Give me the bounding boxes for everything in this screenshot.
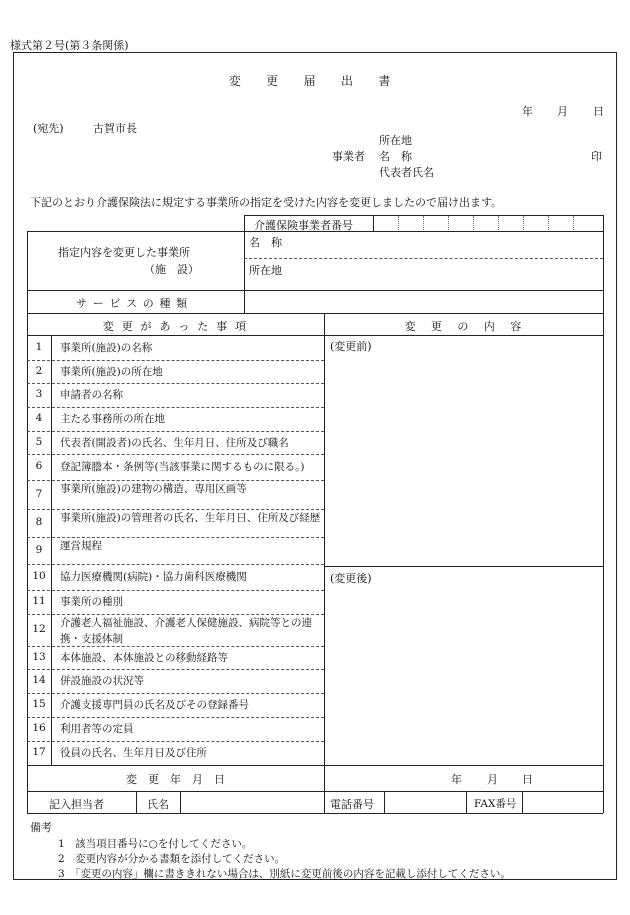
item-number[interactable]: 7 <box>35 487 43 500</box>
item-number[interactable]: 8 <box>35 516 43 528</box>
seal-label: 印 <box>591 150 602 163</box>
table-line <box>603 290 604 813</box>
service-type-field[interactable] <box>248 292 600 311</box>
table-line <box>27 765 603 766</box>
item-text: 介護支援専門員の氏名及びその登録番号 <box>60 699 249 711</box>
addressee-prefix: (宛先) <box>33 122 64 135</box>
item-separator <box>27 693 324 694</box>
item-number[interactable]: 13 <box>32 650 46 663</box>
table-line <box>522 791 523 813</box>
table-line <box>603 215 604 290</box>
item-number[interactable]: 14 <box>32 674 46 686</box>
form-label: 様式第２号(第３条関係) <box>10 39 129 52</box>
item-number[interactable]: 17 <box>32 746 46 758</box>
item-number[interactable]: 3 <box>35 388 43 400</box>
facility-address-label: 所在地 <box>249 264 282 277</box>
table-line <box>384 791 385 813</box>
item-separator <box>27 717 324 718</box>
date-month-label: 月 <box>557 105 568 118</box>
table-line <box>324 313 325 791</box>
note-item: 1 該当項目番号に○を付してください。 <box>58 838 253 850</box>
contact-name-field[interactable] <box>183 793 321 811</box>
item-text: 代表者(開設者)の氏名、生年月日、住所及び職名 <box>60 436 289 449</box>
item-text: 事業所(施設)の管理者の氏名、生年月日、住所及び経歴 <box>60 512 321 524</box>
item-separator <box>27 360 324 361</box>
item-separator <box>27 669 324 670</box>
item-separator <box>27 564 324 565</box>
item-text: 事業所(施設)の所在地 <box>60 365 163 378</box>
item-text: 運営規程 <box>60 540 102 552</box>
applicant-address-label: 所在地 <box>379 134 412 147</box>
item-number[interactable]: 1 <box>35 340 43 353</box>
item-number[interactable]: 15 <box>32 698 46 710</box>
table-line <box>27 791 603 792</box>
table-line <box>324 791 325 813</box>
item-text: 介護老人福祉施設、介護老人保健施設、病院等との連携・支援体制 <box>60 617 312 645</box>
item-separator <box>27 383 324 384</box>
table-line <box>27 813 603 814</box>
item-number[interactable]: 4 <box>35 412 43 424</box>
facility-address-field[interactable] <box>300 260 600 288</box>
change-date-label: 変 更 年 月 日 <box>126 773 225 786</box>
contact-fax-label: FAX番号 <box>474 798 517 810</box>
item-text: 事業所の種別 <box>60 596 123 608</box>
after-label: (変更後) <box>330 572 372 585</box>
changed-items-header: 変 更 が あ っ た 事 項 <box>102 320 249 333</box>
provider-number-label: 介護保険事業者番号 <box>254 219 353 232</box>
table-line <box>373 215 374 231</box>
note-item: 3 「変更の内容」欄に書ききれない場合は、別紙に変更前後の内容を記載し添付してください。 <box>58 868 511 880</box>
item-number[interactable]: 6 <box>35 460 43 472</box>
item-separator <box>27 407 324 408</box>
change-date-field[interactable] <box>328 767 446 789</box>
table-line <box>324 566 603 567</box>
item-text: 利用者等の定員 <box>60 723 134 735</box>
after-content-field[interactable] <box>328 586 600 762</box>
facility-label: 指定内容を変更した事業所 <box>58 246 190 259</box>
table-line <box>466 791 467 813</box>
item-text: 併設施設の状況等 <box>60 675 144 687</box>
addressee-name: 古賀市長 <box>93 122 137 135</box>
table-line <box>27 290 603 291</box>
page-title: 変 更 届 出 書 <box>228 74 402 88</box>
service-type-label: サ ー ビ ス の 種 類 <box>76 297 189 310</box>
item-text: 本体施設、本体施設との移動経路等 <box>60 651 228 664</box>
contact-name-label: 氏名 <box>147 798 169 811</box>
change-content-header: 変 更 の 内 容 <box>404 320 524 333</box>
facility-name-label: 名 称 <box>249 236 282 249</box>
item-text: 登記簿謄本・条例等(当該事業に関するものに限る。) <box>60 461 305 473</box>
item-separator <box>27 431 324 432</box>
contact-phone-label: 電話番号 <box>330 798 374 811</box>
table-line <box>136 791 137 813</box>
table-line <box>51 335 52 765</box>
item-text: 事業所(施設)の建物の構造、専用区画等 <box>60 483 247 495</box>
table-line <box>180 791 181 813</box>
contact-person-label: 記入担当者 <box>49 798 104 811</box>
contact-phone-field[interactable] <box>387 793 463 811</box>
contact-fax-field[interactable] <box>525 793 601 811</box>
date-year-label: 年 <box>522 105 533 118</box>
item-separator <box>27 590 324 591</box>
item-number[interactable]: 10 <box>32 570 46 582</box>
item-text: 役員の氏名、生年月日及び住所 <box>60 747 207 759</box>
item-number[interactable]: 11 <box>32 595 46 607</box>
applicant-group-label: 事業者 <box>332 150 365 163</box>
change-date-year: 年 <box>451 773 462 786</box>
applicant-rep-label: 代表者氏名 <box>379 166 434 179</box>
date-day-label: 日 <box>593 105 604 118</box>
table-line <box>244 290 245 313</box>
table-line <box>244 258 603 259</box>
change-date-day: 日 <box>522 773 533 786</box>
applicant-name-label: 名 称 <box>379 150 412 163</box>
notes-heading: 備考 <box>30 821 52 834</box>
before-content-field[interactable] <box>328 354 600 562</box>
item-number[interactable]: 9 <box>35 543 43 556</box>
table-line <box>27 335 603 336</box>
item-number[interactable]: 5 <box>35 435 43 448</box>
facility-name-field[interactable] <box>300 233 600 257</box>
note-item: 2 変更内容が分かる書類を添付してください。 <box>58 853 286 865</box>
table-line <box>27 313 603 314</box>
item-separator <box>27 454 324 455</box>
item-text: 申請者の名称 <box>60 389 123 401</box>
facility-sub-label: （施 設） <box>144 263 199 276</box>
item-separator <box>27 646 324 647</box>
item-text: 事業所(施設)の名称 <box>60 341 153 354</box>
item-number[interactable]: 12 <box>32 623 46 635</box>
item-text: 主たる事務所の所在地 <box>60 413 165 425</box>
table-line <box>27 231 603 232</box>
item-number[interactable]: 2 <box>35 364 43 377</box>
table-line <box>244 215 245 290</box>
intro-text: 下記のとおり介護保険法に規定する事業所の指定を受けた内容を変更しましたので届け出ます。 <box>30 196 503 209</box>
item-number[interactable]: 16 <box>32 722 46 734</box>
before-label: (変更前) <box>330 340 372 353</box>
item-separator <box>27 741 324 742</box>
item-text: 協力医療機関(病院)・協力歯科医療機関 <box>60 571 247 583</box>
change-date-month: 月 <box>487 773 498 786</box>
provider-number-field[interactable] <box>376 215 602 230</box>
